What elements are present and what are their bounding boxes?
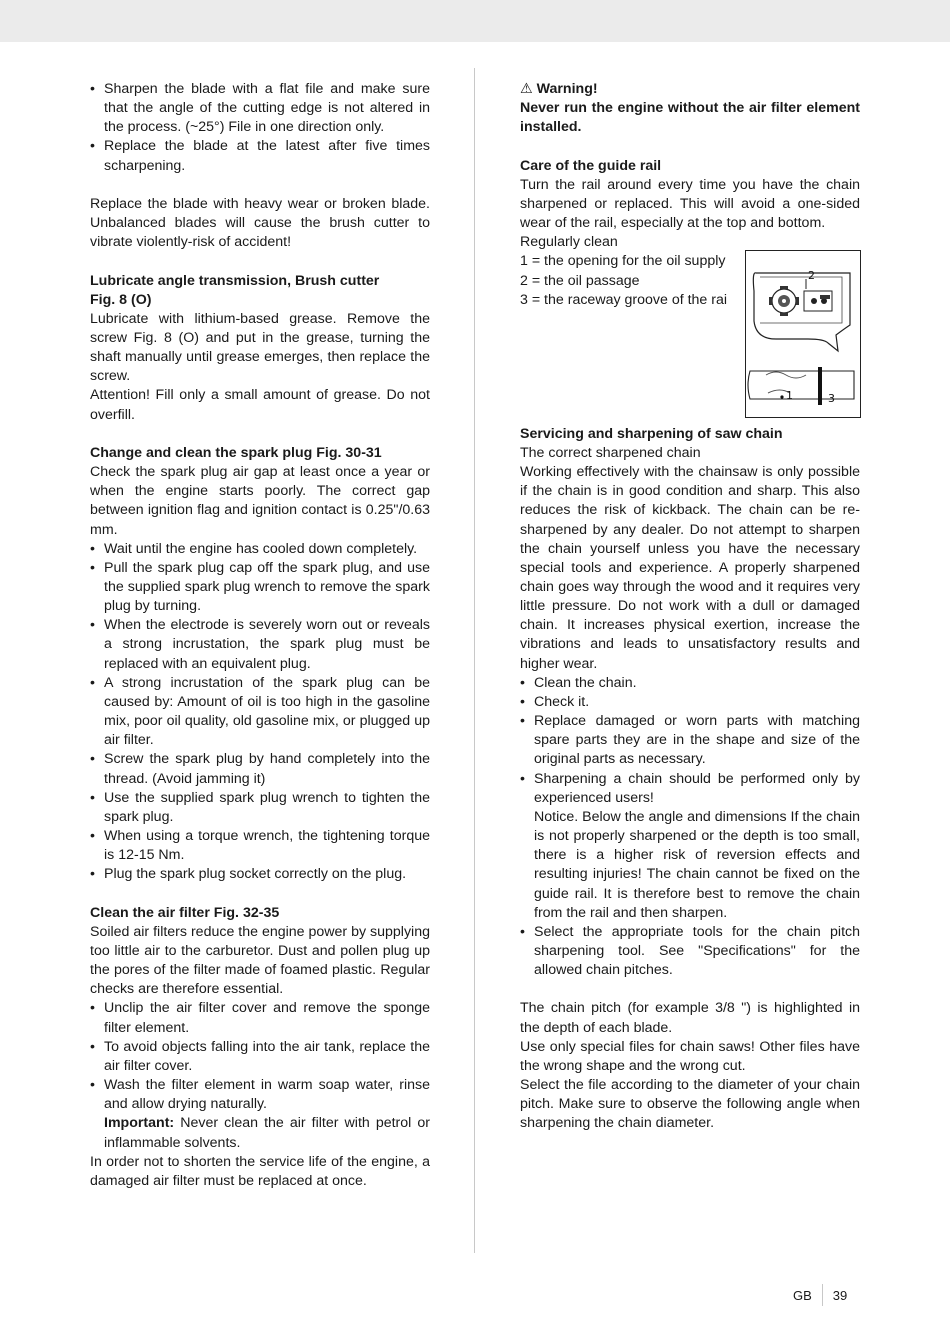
air-filter-list	[90, 999, 430, 1114]
page-footer	[793, 1284, 847, 1306]
saw-chain-heading: Servicing and sharpening of saw chain	[520, 425, 783, 442]
list-item: • A strong incrustation of the spark plug can be caused by: Amount of oil is too high in the gasoline mix, poor oil quality, old gasoline mix, or plugged up air filter.	[90, 674, 430, 751]
list-item: • Check it.	[520, 693, 860, 712]
legend-line: Regularly clean	[520, 234, 618, 251]
list-item: • Select the appropriate tools for the chain pitch sharpening tool. See "Specifications" for the allowed chain pitches.	[520, 923, 860, 980]
guide-rail-heading: Care of the guide rail	[520, 157, 662, 174]
blade-list	[90, 80, 430, 176]
lubricate-heading: Lubricate angle transmission, Brush cutter	[90, 272, 380, 289]
left-column	[90, 80, 430, 1191]
figure-label: 1	[786, 389, 793, 402]
warning-body: Never run the engine without the air filter element installed.	[520, 100, 860, 136]
column-divider	[474, 68, 475, 1253]
chain-pitch-paragraph: The chain pitch (for example 3/8 ") is highlighted in the depth of each blade.	[520, 1000, 860, 1036]
guide-rail-body: Turn the rail around every time you have the chain sharpened or replaced. This will avoid a one-sided wear of the rail, especially at the top and bottom.	[520, 176, 860, 232]
right-column	[520, 80, 860, 1134]
spark-plug-body: Check the spark plug air gap at least once a year or when the engine starts poorly. The correct gap between ignition flag and ignition contact is 0.25"/0.63 mm.	[90, 464, 430, 538]
list-item: • Plug the spark plug socket correctly on the plug.	[90, 865, 430, 884]
footer-divider	[822, 1284, 823, 1306]
important-text: Never clean the air filter with petrol or inflammable solvents.	[104, 1115, 430, 1151]
language-code: GB	[793, 1287, 812, 1303]
legend-line: 2 = the oil passage	[520, 272, 640, 289]
legend-line: 3 = the raceway groove of the rai	[520, 291, 728, 308]
guide-rail-drawing	[746, 251, 860, 417]
saw-chain-list	[520, 674, 860, 808]
saw-chain-subheading: The correct sharpened chain	[520, 444, 701, 461]
top-band	[0, 0, 950, 42]
notice-paragraph: Notice. Below the angle and dimensions If the chain is not properly sharpened or the depth is too small, there is a higher risk of reversion effects and resulting injuries! The chain cannot be fixed on the guide rail. It is therefore best to remove the chain from the rail and then sharpen.	[534, 808, 860, 921]
guide-rail-figure	[745, 250, 861, 418]
lubricate-attention: Attention! Fill only a small amount of grease. Do not overfill.	[90, 387, 430, 423]
special-files-paragraph: Use only special files for chain saws! Other files have the wrong shape and the wrong cut.	[520, 1038, 860, 1074]
figure-label: 2	[808, 269, 815, 282]
saw-chain-list-last	[520, 923, 860, 980]
list-item: • Replace the blade at the latest after five times scharpening.	[90, 137, 430, 175]
list-item: • Use the supplied spark plug wrench to tighten the spark plug.	[90, 789, 430, 827]
list-item: • Replace damaged or worn parts with matching spare parts they are in the shape and size of the original parts as necessary.	[520, 712, 860, 769]
spark-plug-list	[90, 540, 430, 885]
blade-paragraph: Replace the blade with heavy wear or broken blade. Unbalanced blades will cause the brush cutter to vibrate violently-risk of accident!	[90, 195, 430, 251]
list-item: • Screw the spark plug by hand completely into the thread. (Avoid jamming it)	[90, 750, 430, 788]
list-item: • Wait until the engine has cooled down completely.	[90, 540, 430, 559]
saw-chain-body: Working effectively with the chainsaw is only possible if the chain is in good condition and sharp. This also reduces the risk of kickback. The chain can be re-sharpened by any dealer. Do not attempt to sharpen the chain yourself unless you have the necessary special tools and experience. A properly sharpened chain goes way through the wood and it requires very little pressure. Do not work with a dull or damaged chain. It increases physical exertion, increase the vibrations and leads to unsatisfactory results and higher wear.	[520, 464, 860, 672]
page-number: 39	[832, 1287, 848, 1303]
list-item: • Clean the chain.	[520, 674, 860, 693]
important-note	[90, 1114, 430, 1152]
list-item: • When the electrode is severely worn out or reveals a strong incrustation, the spark plug must be replaced with an equivalent plug.	[90, 616, 430, 673]
air-filter-body: Soiled air filters reduce the engine power by supplying too little air to the carburetor. Dust and pollen plug up the pores of the filter made of foamed plastic. Regular checks are therefore essential.	[90, 923, 430, 998]
guide-rail-legend	[520, 233, 735, 310]
lubricate-heading-fig: Fig. 8 (O)	[90, 291, 152, 308]
list-item: • Pull the spark plug cap off the spark plug, and use the supplied spark plug wrench to remove the spark plug by turning.	[90, 559, 430, 616]
lubricate-body: Lubricate with lithium-based grease. Remove the screw Fig. 8 (O) and put in the grease, turning the shaft manually until grease emerges, then replace the screw.	[90, 310, 430, 385]
select-file-paragraph: Select the file according to the diameter of your chain pitch. Make sure to observe the following angle when sharpening the chain diameter.	[520, 1077, 860, 1132]
list-item: • To avoid objects falling into the air tank, replace the air filter cover.	[90, 1038, 430, 1076]
legend-line: 1 = the opening for the oil supply	[520, 253, 726, 270]
list-item: • Unclip the air filter cover and remove the sponge filter element.	[90, 999, 430, 1037]
warning-title: ⚠ Warning!	[520, 81, 598, 97]
list-item: • When using a torque wrench, the tightening torque is 12-15 Nm.	[90, 827, 430, 865]
figure-label: 3	[828, 392, 835, 405]
list-item: • Sharpening a chain should be performed only by experienced users!	[520, 770, 860, 808]
air-filter-heading: Clean the air filter Fig. 32-35	[90, 904, 280, 921]
important-label: Important:	[104, 1115, 175, 1132]
spark-plug-heading: Change and clean the spark plug Fig. 30-31	[90, 444, 382, 461]
air-filter-closing: In order not to shorten the service life of the engine, a damaged air filter must be replaced at once.	[90, 1153, 430, 1189]
list-item: • Sharpen the blade with a flat file and make sure that the angle of the cutting edge is not altered in the process. (~25°) File in one direction only.	[90, 80, 430, 137]
list-item: • Wash the filter element in warm soap water, rinse and allow drying naturally.	[90, 1076, 430, 1114]
